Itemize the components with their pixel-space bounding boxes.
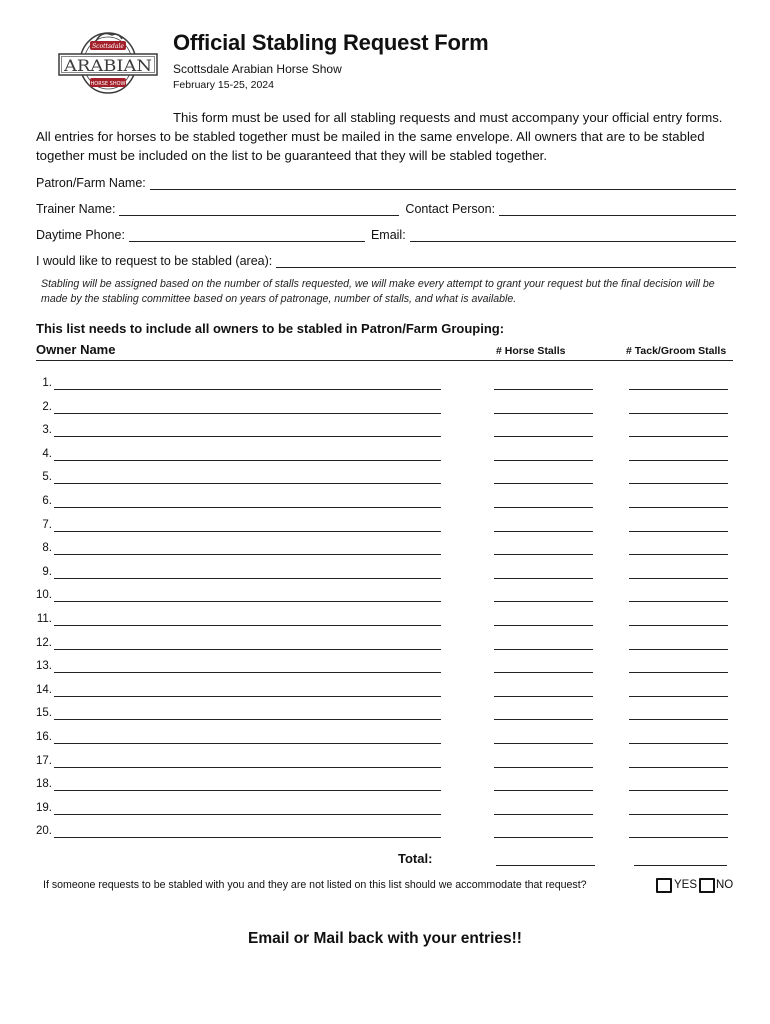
trainer-label: Trainer Name: [36, 202, 116, 216]
owner-entry-row [36, 778, 736, 794]
row-number: 5. [42, 471, 52, 484]
horse-stalls-field[interactable] [494, 790, 593, 791]
owner-entry-row [36, 448, 736, 464]
row-number: 18. [36, 778, 52, 791]
row-number: 10. [36, 589, 52, 602]
tack-stalls-field[interactable] [629, 743, 728, 744]
row-number: 9. [42, 565, 52, 578]
horse-stalls-field[interactable] [494, 743, 593, 744]
list-heading: This list needs to include all owners to be stabled in Patron/Farm Grouping: [36, 321, 505, 336]
tack-stalls-field[interactable] [629, 649, 728, 650]
owner-name-field[interactable] [54, 696, 441, 697]
logo-main-text: ARABIAN [62, 56, 152, 75]
row-number: 13. [36, 660, 52, 673]
tack-stalls-field[interactable] [629, 601, 728, 602]
horse-stalls-column-title: # Horse Stalls [496, 345, 566, 357]
footer-instruction: Email or Mail back with your entries!! [248, 930, 522, 947]
owner-entry-row [36, 401, 736, 417]
owner-name-field[interactable] [54, 814, 441, 815]
tack-stalls-field[interactable] [629, 460, 728, 461]
owner-name-field[interactable] [54, 436, 441, 437]
tack-stalls-field[interactable] [629, 814, 728, 815]
phone-email-row [36, 224, 736, 242]
horse-stalls-field[interactable] [494, 837, 593, 838]
owner-entry-row [36, 802, 736, 818]
owner-entry-row [36, 637, 736, 653]
owner-entry-row [36, 471, 736, 487]
total-row [36, 851, 736, 869]
horse-stalls-field[interactable] [494, 413, 593, 414]
horse-stalls-field[interactable] [494, 601, 593, 602]
area-label: I would like to request to be stabled (area): [36, 254, 273, 268]
horse-stalls-field[interactable] [494, 483, 593, 484]
tack-stalls-field[interactable] [629, 436, 728, 437]
tack-stalls-field[interactable] [629, 672, 728, 673]
row-number: 16. [36, 731, 52, 743]
horse-stalls-field[interactable] [494, 554, 593, 555]
show-name: Scottsdale Arabian Horse Show [173, 62, 342, 76]
horse-stalls-field[interactable] [494, 767, 593, 768]
accommodate-question: If someone requests to be stabled with you and they are not listed on this list should we accommodate that request? [43, 879, 587, 891]
owner-name-field[interactable] [54, 507, 441, 508]
owner-name-field[interactable] [54, 531, 441, 532]
total-horse-stalls-field[interactable] [496, 865, 595, 866]
row-number: 19. [36, 801, 52, 814]
tack-stalls-field[interactable] [629, 507, 728, 508]
tack-stalls-field[interactable] [629, 625, 728, 626]
tack-stalls-field[interactable] [629, 696, 728, 697]
owner-entry-row [36, 613, 736, 629]
row-number: 14. [36, 683, 52, 696]
owner-entry-row [36, 566, 736, 582]
owner-name-field[interactable] [54, 719, 441, 720]
owner-name-field[interactable] [54, 743, 441, 744]
trainer-contact-row [36, 198, 736, 216]
total-label: Total: [398, 851, 433, 866]
tack-stalls-field[interactable] [629, 483, 728, 484]
horse-stalls-field[interactable] [494, 389, 593, 390]
tack-stalls-field[interactable] [629, 790, 728, 791]
owner-name-field[interactable] [54, 460, 441, 461]
total-tack-stalls-field[interactable] [634, 865, 727, 866]
tack-groom-stalls-column-title: # Tack/Groom Stalls [626, 345, 727, 357]
horse-stalls-field[interactable] [494, 625, 593, 626]
owner-entry-row [36, 589, 736, 605]
stabling-note: Stabling will be assigned based on the number of stalls requested, we will make every attempt to grant your request but the final decision will be made by the stabling committee based on years of patronage, number of stalls, and what is available. [41, 278, 715, 305]
owner-entry-row [36, 495, 736, 511]
row-number: 1. [42, 377, 52, 389]
patron-farm-field[interactable] [150, 176, 736, 190]
owner-name-field[interactable] [54, 483, 441, 484]
owner-name-field[interactable] [54, 578, 441, 579]
owner-name-field[interactable] [54, 767, 441, 768]
row-number: 6. [42, 495, 52, 507]
row-number: 3. [42, 424, 52, 437]
show-dates: February 15-25, 2024 [173, 79, 274, 91]
row-number: 7. [42, 518, 52, 531]
logo-top-text: Scottsdale [92, 43, 124, 50]
logo-bottom-text: HORSE SHOW [90, 81, 126, 87]
yes-checkbox[interactable] [656, 878, 672, 893]
owner-name-field[interactable] [54, 389, 441, 390]
row-number: 17. [36, 754, 52, 767]
tack-stalls-field[interactable] [629, 719, 728, 720]
tack-stalls-field[interactable] [629, 413, 728, 414]
horse-stalls-field[interactable] [494, 507, 593, 508]
tack-stalls-field[interactable] [629, 554, 728, 555]
owner-entry-row [36, 684, 736, 700]
owner-entry-row [36, 707, 736, 723]
phone-label: Daytime Phone: [36, 228, 125, 242]
horse-stalls-field[interactable] [494, 578, 593, 579]
intro-paragraph: This form must be used for all stabling requests and must accompany your official entry forms. All entries for horses to be stabled together must be mailed in the same envelope. All owners that are to be stabled together must be included on the list to be guaranteed that they will be stabled together. [36, 110, 723, 163]
form-title: Official Stabling Request Form [173, 30, 489, 55]
row-number: 11. [36, 613, 52, 625]
owner-entry-row [36, 519, 736, 535]
row-number: 4. [42, 447, 52, 460]
list-column-headers [36, 341, 733, 361]
row-number: 15. [36, 707, 52, 720]
owner-name-field[interactable] [54, 625, 441, 626]
arabian-horse-show-logo [56, 27, 160, 99]
tack-stalls-field[interactable] [629, 578, 728, 579]
area-field[interactable] [276, 254, 736, 268]
tack-stalls-field[interactable] [629, 837, 728, 838]
horse-stalls-field[interactable] [494, 531, 593, 532]
horse-stalls-field[interactable] [494, 696, 593, 697]
owner-entry-row [36, 755, 736, 771]
row-number: 20. [36, 825, 52, 838]
no-checkbox[interactable] [699, 878, 715, 893]
tack-stalls-field[interactable] [629, 767, 728, 768]
row-number: 8. [42, 542, 52, 555]
owner-column-title: Owner Name [36, 342, 116, 357]
owner-entry-row [36, 825, 736, 841]
owner-entry-row [36, 660, 736, 676]
patron-farm-row [36, 172, 736, 190]
horse-stalls-field[interactable] [494, 814, 593, 815]
owner-name-field[interactable] [54, 672, 441, 673]
owner-name-field[interactable] [54, 601, 441, 602]
owner-entry-row [36, 377, 736, 393]
owner-name-field[interactable] [54, 649, 441, 650]
owner-name-field[interactable] [54, 554, 441, 555]
horse-stalls-field[interactable] [494, 649, 593, 650]
email-field[interactable] [410, 228, 736, 242]
owner-entry-row [36, 424, 736, 440]
no-label: NO [716, 879, 734, 891]
horse-stalls-field[interactable] [494, 436, 593, 437]
trainer-field[interactable] [119, 202, 399, 216]
row-number: 2. [42, 400, 52, 413]
owner-entry-row [36, 542, 736, 558]
row-number: 12. [36, 636, 52, 649]
owner-name-field[interactable] [54, 413, 441, 414]
owner-name-field[interactable] [54, 790, 441, 791]
horse-stalls-field[interactable] [494, 460, 593, 461]
yes-label: YES [674, 879, 698, 891]
tack-stalls-field[interactable] [629, 531, 728, 532]
phone-field[interactable] [129, 228, 365, 242]
tack-stalls-field[interactable] [629, 389, 728, 390]
owner-entry-row [36, 731, 736, 747]
area-row [36, 250, 736, 268]
owner-name-field[interactable] [54, 837, 441, 838]
horse-stalls-field[interactable] [494, 719, 593, 720]
horse-stalls-field[interactable] [494, 672, 593, 673]
contact-field[interactable] [499, 202, 736, 216]
email-label: Email: [370, 228, 406, 242]
contact-label: Contact Person: [405, 202, 496, 216]
patron-farm-label: Patron/Farm Name: [36, 176, 146, 190]
